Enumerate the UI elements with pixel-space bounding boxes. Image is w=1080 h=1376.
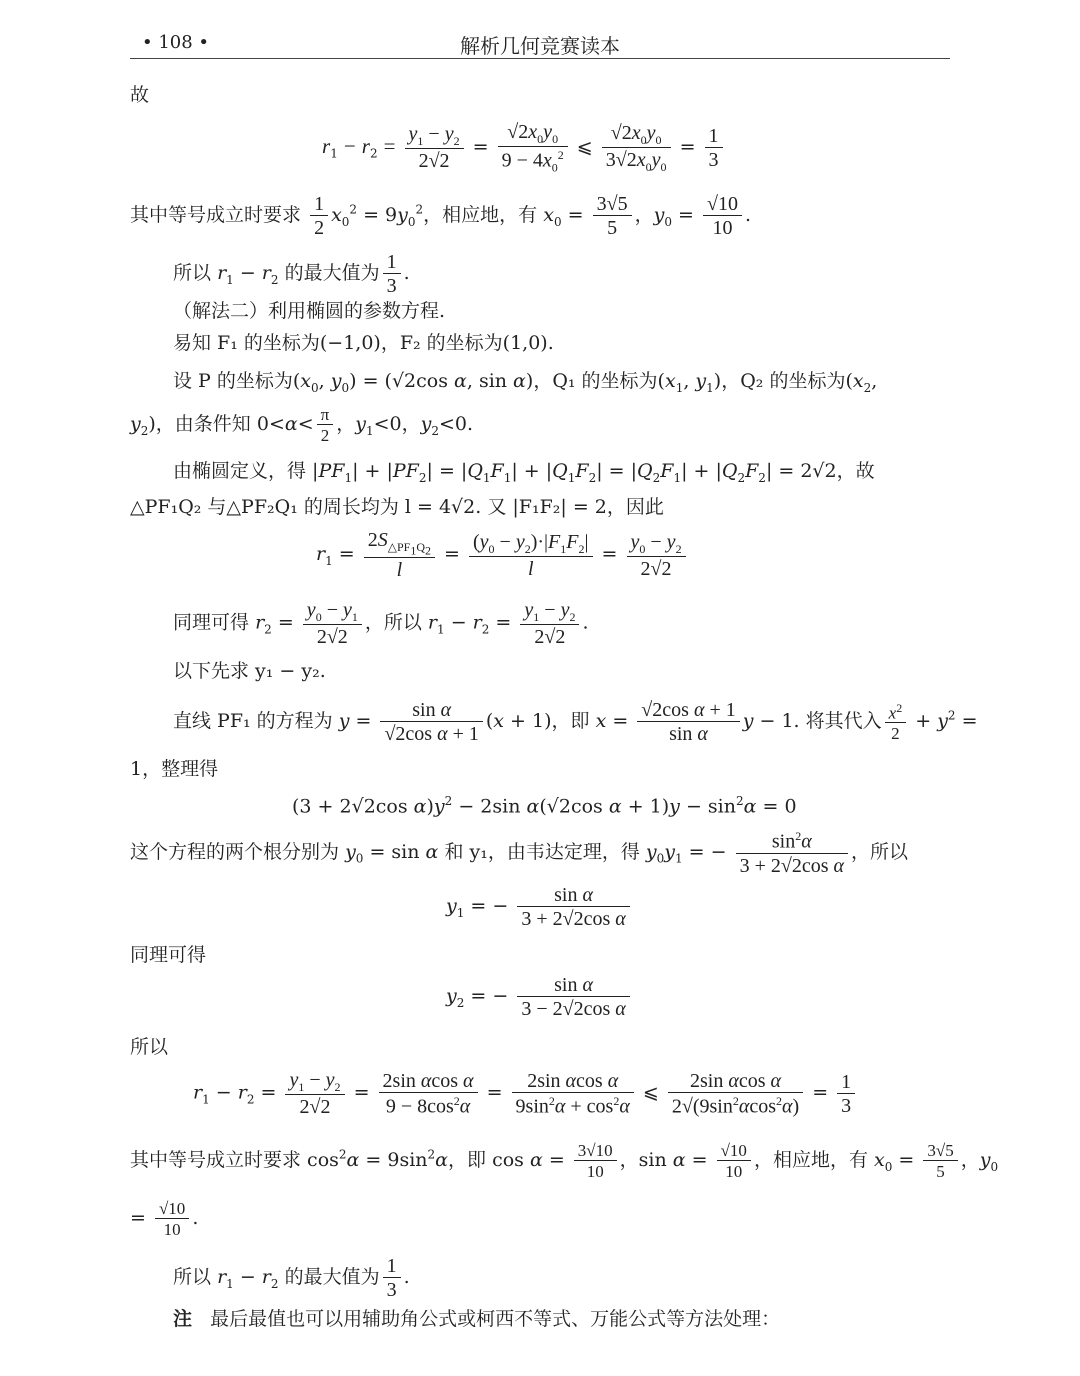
equation-r1-r2-method1: $r_1 - r_2$ = $\frac{y_1 - y_2}{2√2}$ = $\frac{√2x_0y_0}{9 - 4x_0^2}$ ⩽ $\frac{√2x_0y_0}{3√2x_0y_0}$ = $\frac{1}{3}$ [322,122,726,174]
equation-r1: $r_1$ = $\frac{2S_{\triangle PF_1Q_2}}{l}$ = $\frac{(y_0 - y_2)\cdot|F_1F_2|}{l}$ = $\frac{y_0 - y_2}{2√2}$ [316,530,689,580]
angle-condition: $y_2$)，由条件知 0<α< $\frac{\pi}{2}$ ，$y_1<0$，$y_2<0$. [130,405,474,445]
y0-value: = $\frac{√10}{10}$ . [130,1199,199,1239]
method-two-heading: （解法二）利用椭圆的参数方程. [173,300,446,322]
note-keyword: 注 [173,1308,193,1330]
equation-y2: $y_2$ = − $\frac{\text{sin α}}{\text{3 − 2√2cos α}}$ [446,975,633,1019]
max-value-2: 所以 $r_1 - r_2$ 的最大值为 $\frac{1}{3}$ . [173,1255,410,1301]
point-coordinates: 设 P 的坐标为($x_0$, $y_0) = (√2\cos$ α, sin α)，Q₁ 的坐标为($x_1$, $y_1$)，Q₂ 的坐标为($x_2$, [173,370,878,395]
equation-r1-r2-method2: $r_1 - r_2$ = $\frac{y_1 - y_2}{2√2}$ = $\frac{\text{2sin αcos α}}{9 - 8\cos^2\alpha}$ = $\frac{\text{2sin αcos α}}{9\sin^2\alpha + \cos^2\alpha}$ ⩽ $\frac{\text{2sin αcos α}}{2√(9\sin^2\alpha\cos^2\alpha)}$ = $\frac{1}{3}$ [193,1070,858,1117]
text-gu: 故 [130,84,150,106]
find-y1-y2: 以下先求 y₁ − y₂. [173,660,326,682]
page-number: • 108 • [142,32,210,53]
similarly-text: 同理可得 [130,944,207,966]
equality-condition-2: 其中等号成立时要求 $\cos^2\alpha = 9\sin^2\alpha$，即 cos α = $\frac{3√10}{10}$ ，sin α = $\frac{√10}{10}$ ，相应地，有 $x_0$ = $\frac{3√5}{5}$ ，$y_0$ [130,1141,999,1181]
equation-y1: $y_1$ = − $\frac{\text{sin α}}{\text{3 + 2√2cos α}}$ [446,885,633,929]
perimeter-statement: △PF₁Q₂ 与△PF₂Q₁ 的周长均为 l = 4√2. 又 |F₁F₂| = 2，因此 [130,496,664,518]
therefore-text: 所以 [130,1036,169,1058]
vieta-statement: 这个方程的两个根分别为 $y_0 = \sin \alpha$ 和 y₁，由韦达定理，得 $y_0y_1$ = − $\frac{\sin^2\alpha}{\text{3 + 2√2cos α}}$ ，所以 [130,829,909,877]
max-value-1: 所以 $r_1 - r_2$ 的最大值为 $\frac{1}{3}$ . [173,251,410,297]
book-title: 解析几何竞赛读本 [460,34,620,58]
equation-r2: 同理可得 $r_2$ = $\frac{y_0 - y_1}{2√2}$ ，所以 $r_1 - r_2$ = $\frac{y_1 - y_2}{2√2}$ . [173,599,589,648]
page-header [130,28,950,59]
equality-condition-1: 其中等号成立时要求 $\frac{1}{2}$ $x_0^2 = 9y_0^2$，相应地，有 $x_0$ = $\frac{3√5}{5}$ ，$y_0$ = $\frac{√10}{10}$ . [130,193,751,239]
foci-coordinates: 易知 F₁ 的坐标为(−1,0)，F₂ 的坐标为(1,0). [173,332,554,354]
arrange-text: 1，整理得 [130,758,219,780]
quadratic-equation: (3 + 2√2cos $\alpha)y^2 - 2\sin$ α(√2cos $\alpha + 1)y - \sin^2\alpha = 0$ [292,794,797,818]
note-line: 注 最后最值也可以用辅助角公式或柯西不等式、万能公式等方法处理： [173,1308,781,1330]
ellipse-definition: 由椭圆定义，得 $|PF_1| + |PF_2| = |Q_1F_1| + |Q_1F_2| = |Q_2F_1| + |Q_2F_2| = 2√2$，故 [173,460,875,485]
line-pf1-equation: 直线 PF₁ 的方程为 y = $\frac{\text{sin α}}{\text{√2cos α + 1}}$ (x + 1)，即 x = $\frac{\text{√2cos α + 1}}{\text{sin α}}$ y − 1. 将其代入 $\frac{x^2}{2}$ + $y^2$ = [173,699,978,745]
